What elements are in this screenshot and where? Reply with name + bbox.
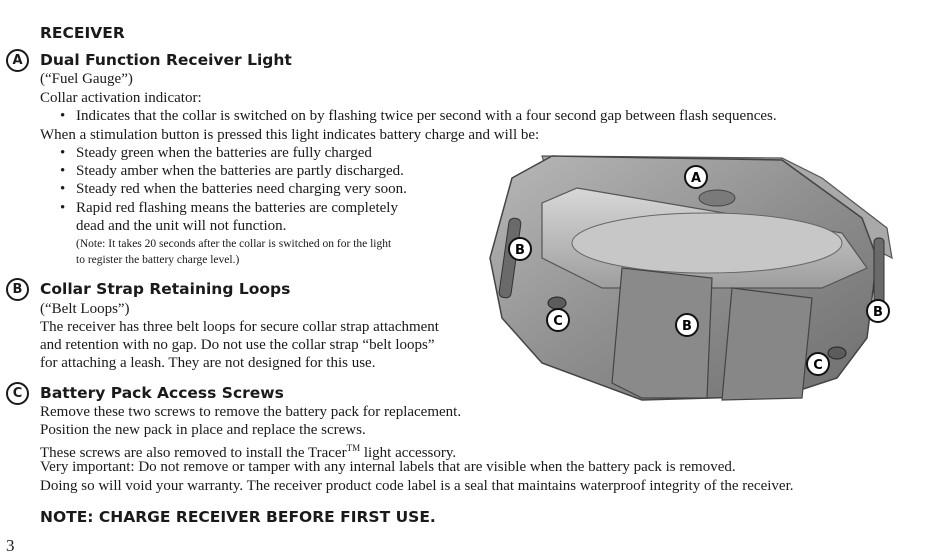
- note-line: (Note: It takes 20 seconds after the collar is switched on for the light: [76, 238, 392, 250]
- battery-bullet: • Rapid red flashing means the batteries are completely: [76, 199, 398, 217]
- footer-note: NOTE: CHARGE RECEIVER BEFORE FIRST USE.: [40, 508, 436, 526]
- section-c-line: Doing so will void your warranty. The receiver product code label is a seal that maintains waterproof integrity of the receiver.: [40, 478, 794, 494]
- trademark-mark: TM: [346, 443, 361, 453]
- section-b-line: and retention with no gap. Do not use the collar strap “belt loops”: [40, 337, 435, 353]
- section-c-line: Position the new pack in place and replace the screws.: [40, 422, 366, 438]
- section-c-marker: C: [6, 382, 29, 405]
- activation-bullet: • Indicates that the collar is switched on by flashing twice per second with a four second gap between flash sequences.: [76, 107, 777, 125]
- section-c-line: Very important: Do not remove or tamper with any internal labels that are visible when the battery pack is removed.: [40, 459, 736, 475]
- figure-label-c-left-text: C: [553, 314, 563, 329]
- section-b-title: Collar Strap Retaining Loops: [40, 280, 291, 298]
- stimulation-text: When a stimulation button is pressed this light indicates battery charge and will be:: [40, 127, 540, 143]
- figure-label-a-text: A: [690, 171, 702, 186]
- figure-label-c-right: [807, 353, 829, 375]
- figure-label-b-left: [509, 238, 531, 260]
- section-b-line: for attaching a leash. They are not designed for this use.: [40, 355, 376, 371]
- section-a-intro: Collar activation indicator:: [40, 90, 202, 106]
- section-b-line: The receiver has three belt loops for secure collar strap attachment: [40, 319, 439, 335]
- figure-label-b-center-text: B: [682, 319, 692, 334]
- battery-bullet: • Steady red when the batteries need charging very soon.: [76, 180, 407, 198]
- battery-bullet: • Steady amber when the batteries are partly discharged.: [76, 162, 404, 180]
- section-b-marker: B: [6, 278, 29, 301]
- section-a-title: Dual Function Receiver Light: [40, 51, 292, 69]
- section-c-line: Remove these two screws to remove the battery pack for replacement.: [40, 404, 462, 420]
- section-c-title: Battery Pack Access Screws: [40, 384, 284, 402]
- figure-label-a: [685, 166, 707, 188]
- figure-label-c-right-text: C: [813, 358, 823, 373]
- note-line: to register the battery charge level.): [76, 254, 240, 266]
- tracer-suffix: light accessory.: [360, 445, 457, 461]
- section-a-subtitle: (“Fuel Gauge”): [40, 71, 133, 87]
- figure-label-b-center: [676, 314, 698, 336]
- battery-bullet: • Steady green when the batteries are fully charged: [76, 144, 372, 162]
- receiver-illustration: [482, 148, 902, 410]
- section-a-marker: A: [6, 49, 29, 72]
- figure-label-b-right: [867, 300, 889, 322]
- figure-label-b-right-text: B: [873, 305, 883, 320]
- figure-label-c-left: [547, 309, 569, 331]
- battery-bullet-continuation: dead and the unit will not function.: [76, 218, 287, 234]
- page-number: 3: [6, 536, 15, 555]
- figure-label-b-left-text: B: [515, 243, 525, 258]
- page-heading: RECEIVER: [40, 24, 125, 42]
- section-b-subtitle: (“Belt Loops”): [40, 301, 130, 317]
- tracer-text: These screws are also removed to install the Tracer: [40, 445, 347, 461]
